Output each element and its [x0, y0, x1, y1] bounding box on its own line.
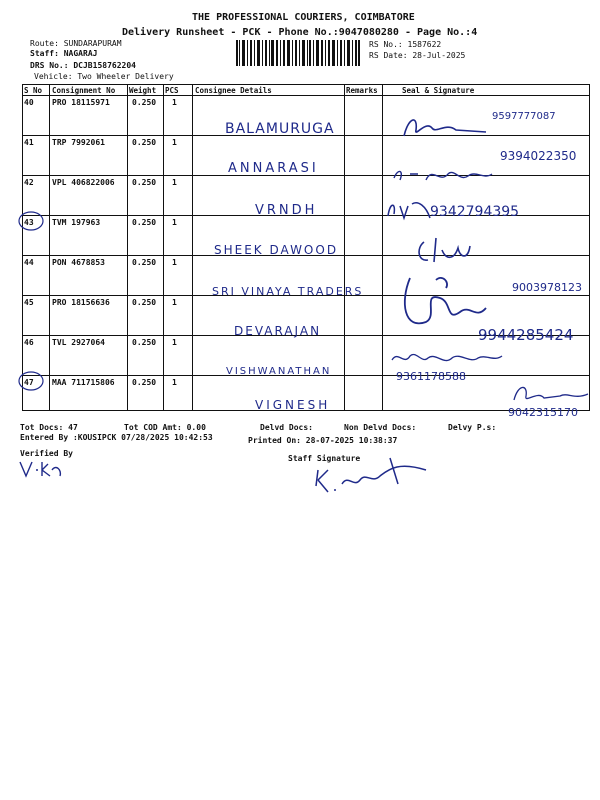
row-weight: 0.250 — [132, 258, 157, 267]
row-consignment: PON 4678853 — [52, 258, 105, 267]
vehicle-label: Vehicle: — [34, 72, 73, 81]
handwritten-signature — [388, 160, 498, 190]
route-line — [30, 39, 122, 48]
row-pcs: 1 — [172, 98, 177, 107]
total-cod-amount: Tot COD Amt: 0.00 — [124, 423, 206, 432]
row-consignment: MAA 711715806 — [52, 378, 115, 387]
handwritten-consignee: VIGNESH — [255, 398, 331, 412]
staff-signature-label: Staff Signature — [288, 454, 361, 463]
row-sno: 42 — [24, 178, 34, 187]
drs-value: DCJB158762204 — [73, 61, 136, 70]
col-header-pcs: PCS — [165, 86, 179, 95]
col-header-remarks: Remarks — [346, 86, 378, 95]
handwritten-phone: 9003978123 — [512, 281, 582, 294]
entered-by: Entered By :KOUSIPCK 07/28/2025 10:42:53 — [20, 433, 213, 442]
row-pcs: 1 — [172, 298, 177, 307]
handwritten-phone: 9944285424 — [478, 326, 574, 344]
col-header-sno: S No — [24, 86, 43, 95]
row-sno: 41 — [24, 138, 34, 147]
row-consignment: TRP 7992061 — [52, 138, 105, 147]
handwritten-consignee: DEVARAJAN — [234, 324, 322, 338]
row-weight: 0.250 — [132, 98, 157, 107]
row-consignment: TVL 2927064 — [52, 338, 105, 347]
handwritten-circle-mark — [16, 210, 46, 232]
row-pcs: 1 — [172, 378, 177, 387]
staff-label: Staff: — [30, 49, 59, 58]
handwritten-consignee: ANNARASI — [228, 161, 319, 176]
drs-line — [30, 61, 136, 70]
handwritten-phone: 9361178588 — [396, 370, 466, 383]
row-weight: 0.250 — [132, 138, 157, 147]
handwritten-signature — [382, 196, 434, 224]
non-delivered-docs: Non Delvd Docs: — [344, 423, 417, 432]
handwritten-phone: 9342794395 — [430, 204, 520, 220]
row-weight: 0.250 — [132, 178, 157, 187]
handwritten-phone: 9597777087 — [492, 111, 556, 122]
row-weight: 0.250 — [132, 338, 157, 347]
handwritten-phone: 9394022350 — [500, 149, 577, 163]
handwritten-consignee: VISHWANATHAN — [226, 366, 332, 377]
col-header-consignee: Consignee Details — [195, 86, 272, 95]
row-weight: 0.250 — [132, 218, 157, 227]
route-value: SUNDARAPURAM — [63, 39, 122, 48]
handwritten-signature — [396, 272, 516, 342]
handwritten-signature — [16, 456, 66, 482]
vehicle-line — [34, 72, 174, 81]
delivery-ps: Delvy P.s: — [448, 423, 497, 432]
row-weight: 0.250 — [132, 298, 157, 307]
handwritten-consignee: VRNDH — [255, 203, 318, 218]
row-weight: 0.250 — [132, 378, 157, 387]
rs-date: RS Date: 28-Jul-2025 — [369, 51, 466, 60]
row-pcs: 1 — [172, 218, 177, 227]
handwritten-consignee: SRI VINAYA TRADERS — [212, 285, 364, 298]
company-title: THE PROFESSIONAL COURIERS, COIMBATORE — [192, 12, 415, 23]
row-sno: 40 — [24, 98, 34, 107]
vehicle-value: Two Wheeler Delivery — [77, 72, 174, 81]
delivered-docs: Delvd Docs: — [260, 423, 313, 432]
handwritten-signature — [396, 108, 496, 144]
row-consignment: PRO 18156636 — [52, 298, 110, 307]
route-label: Route: — [30, 39, 59, 48]
total-docs: Tot Docs: 47 — [20, 423, 78, 432]
runsheet-title: Delivery Runsheet - PCK - Phone No.:9047080280 - Page No.:4 — [122, 27, 478, 38]
row-pcs: 1 — [172, 178, 177, 187]
row-consignment: VPL 406822006 — [52, 178, 115, 187]
row-pcs: 1 — [172, 138, 177, 147]
row-sno: 43 — [24, 218, 34, 227]
col-header-weight: Weight — [129, 86, 157, 95]
handwritten-signature — [504, 380, 594, 406]
handwritten-consignee: SHEEK DAWOOD — [214, 243, 339, 257]
handwritten-signature — [386, 346, 506, 374]
rs-number: RS No.: 1587622 — [369, 40, 442, 49]
handwritten-phone: 9042315170 — [508, 406, 578, 419]
row-consignment: TVM 197963 — [52, 218, 101, 227]
row-sno: 44 — [24, 258, 34, 267]
row-pcs: 1 — [172, 258, 177, 267]
barcode-image — [236, 40, 360, 66]
handwritten-signature — [310, 454, 430, 498]
row-pcs: 1 — [172, 338, 177, 347]
row-consignment: PRO 18115971 — [52, 98, 110, 107]
row-sno: 46 — [24, 338, 34, 347]
staff-value: NAGARAJ — [63, 49, 98, 58]
verified-by-label: Verified By — [20, 449, 73, 458]
staff-line — [30, 49, 97, 58]
handwritten-circle-mark — [16, 370, 46, 392]
row-sno: 47 — [24, 378, 34, 387]
col-header-signature: Seal & Signature — [402, 86, 475, 95]
printed-on: Printed On: 28-07-2025 10:38:37 — [248, 436, 398, 445]
handwritten-signature — [414, 234, 474, 270]
col-header-consignment: Consignment No — [52, 86, 116, 95]
handwritten-consignee: BALAMURUGA — [225, 121, 335, 137]
drs-label: DRS No.: — [30, 61, 69, 70]
row-sno: 45 — [24, 298, 34, 307]
